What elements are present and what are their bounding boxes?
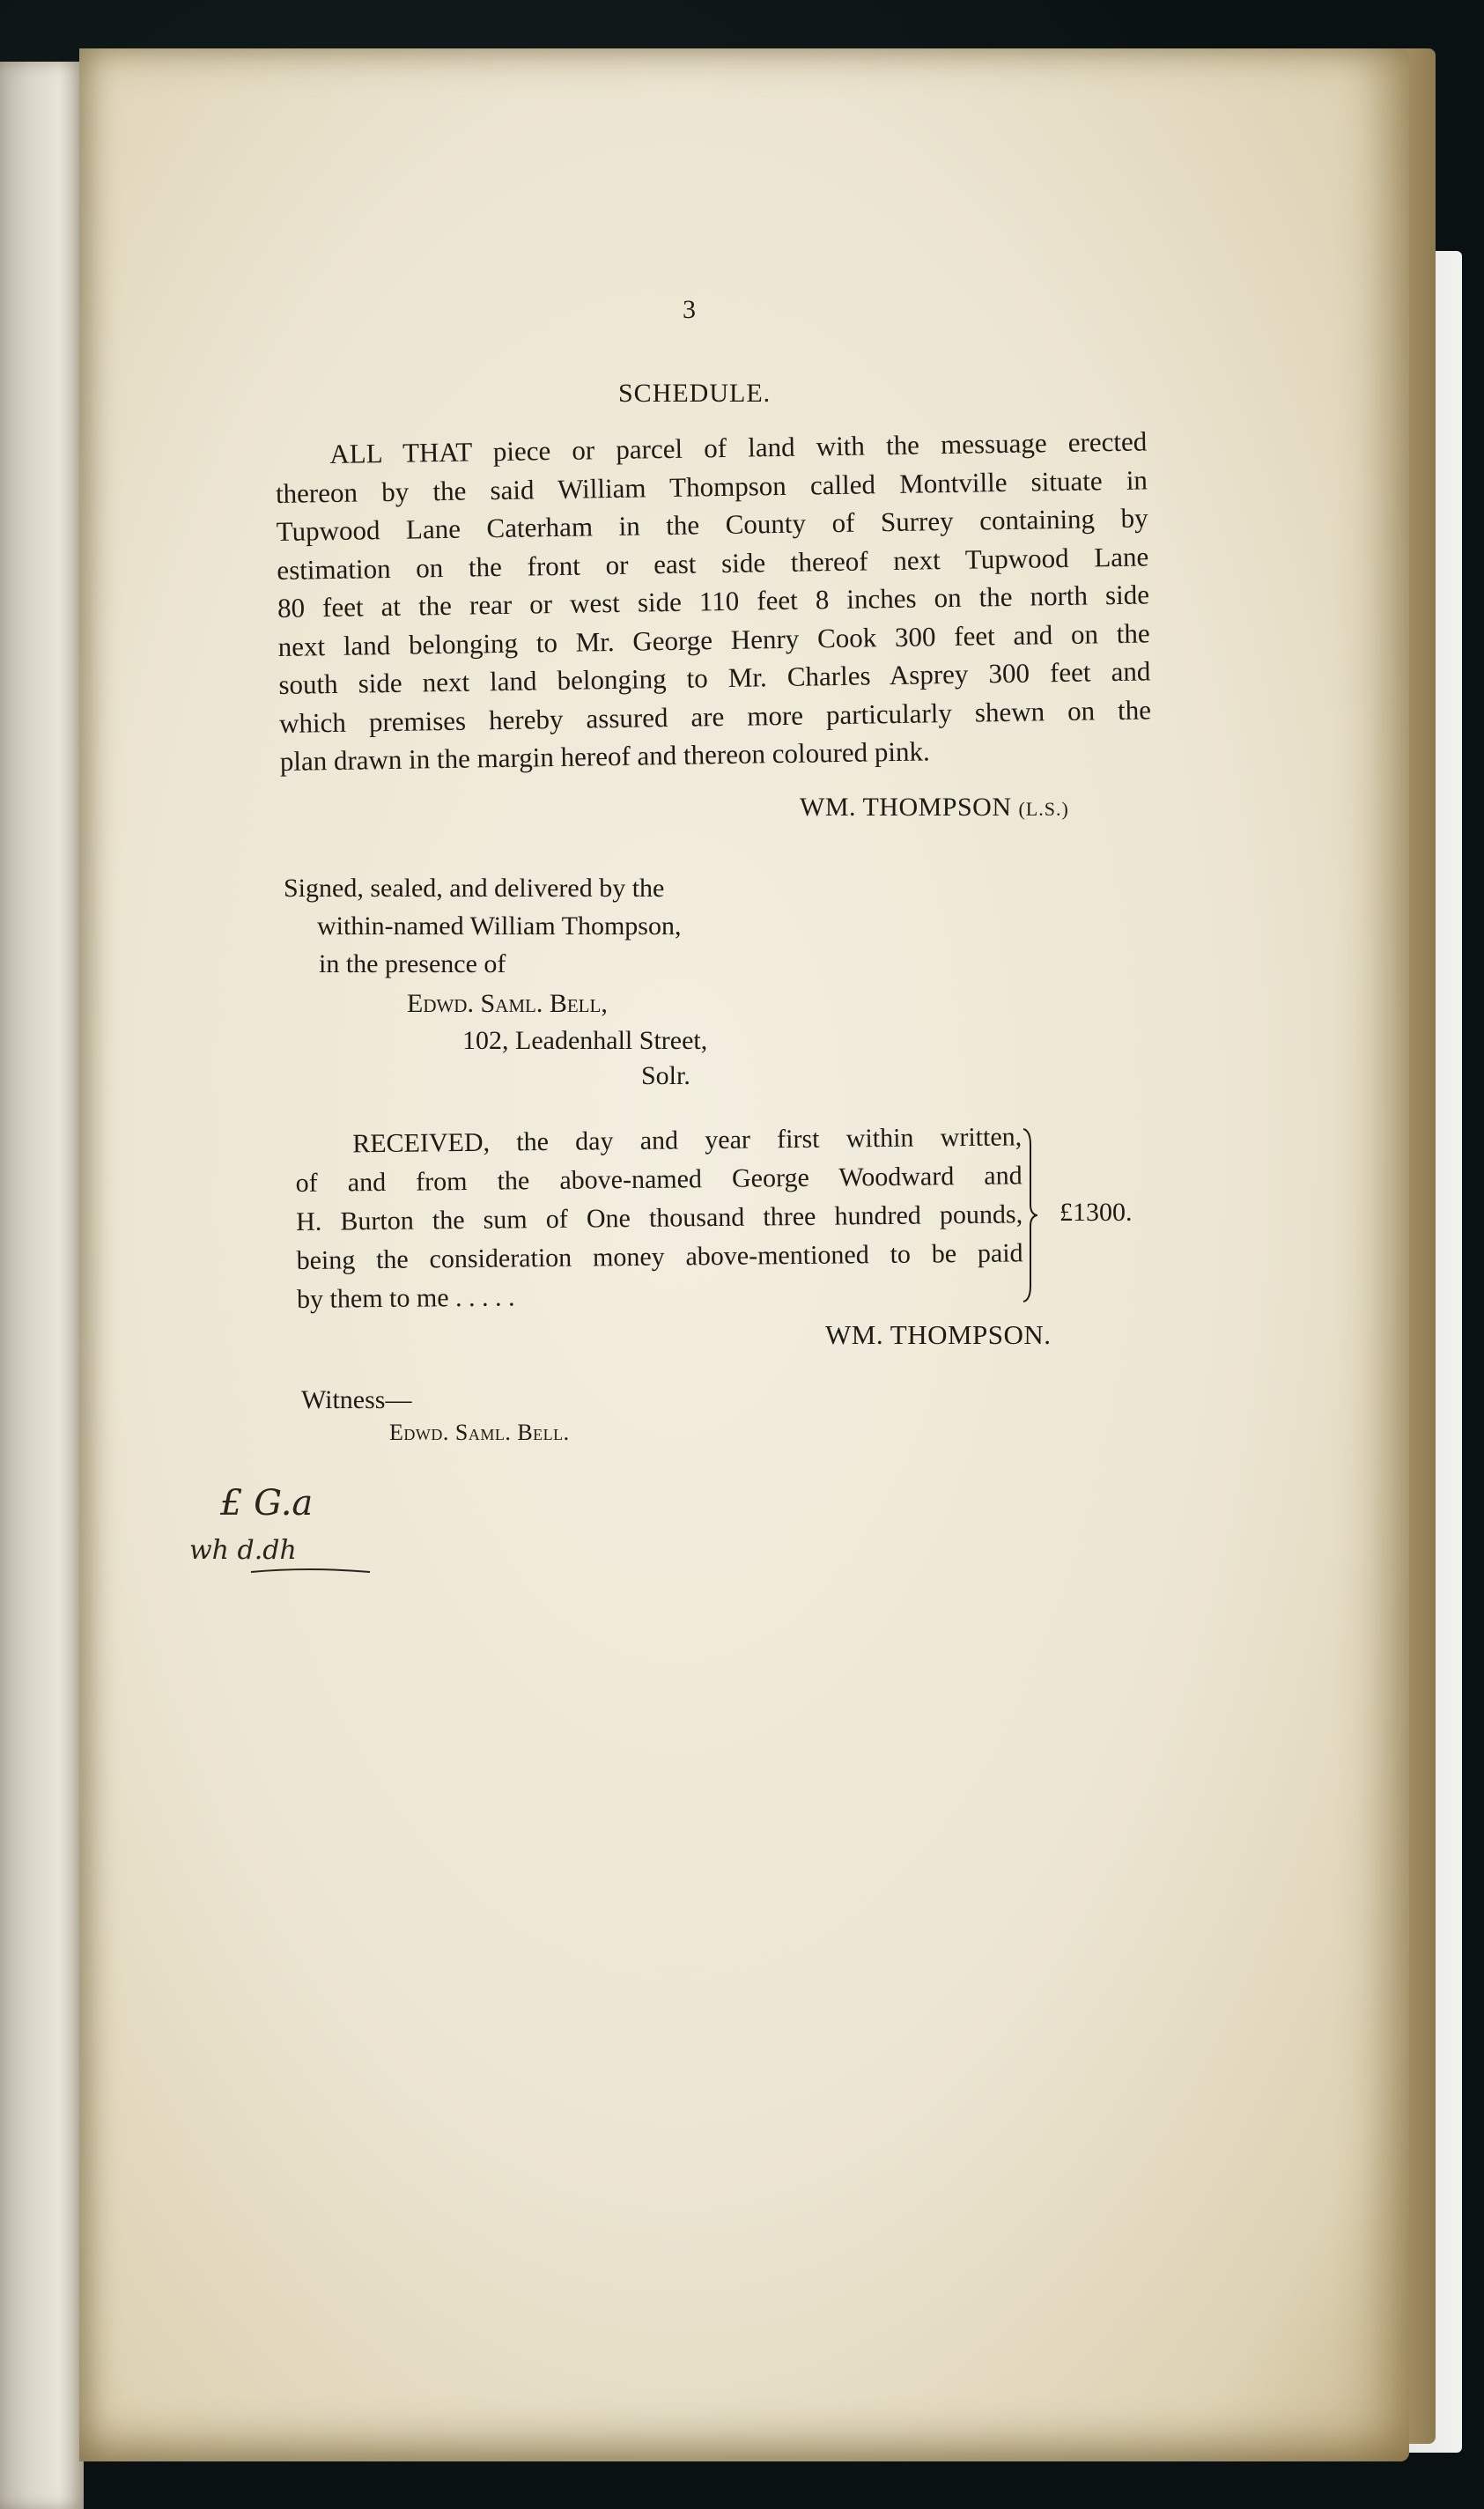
schedule-line: which premises hereby assured are more particularly shewn on the — [278, 693, 1152, 739]
handwritten-underline — [251, 1569, 370, 1572]
signature-name: WM. THOMPSON — [800, 793, 1012, 822]
receipt-line: by them to me . . . . . — [296, 1282, 515, 1314]
receipt-amount: £1300. — [1059, 1198, 1133, 1227]
attestation-line-2: within-named William Thompson, — [317, 911, 682, 941]
handwritten-line-1: £ G.a — [220, 1483, 314, 1524]
receipt-signature: WM. THOMPSON. — [825, 1319, 1052, 1350]
schedule-line: 80 feet at the rear or west side 110 feet 8 inches on the north side — [277, 579, 1150, 624]
schedule-line: thereon by the said William Thompson called Montville situate in — [275, 463, 1148, 509]
attestation-line-3: in the presence of — [319, 949, 506, 978]
schedule-line: plan drawn in the margin hereof and thereon coloured pink. — [279, 735, 931, 777]
page-number: 3 — [683, 295, 696, 324]
left-facing-page — [0, 62, 84, 2509]
receipt-line: H. Burton the sum of One thousand three hundred pounds, — [295, 1199, 1023, 1236]
schedule-heading: SCHEDULE. — [618, 379, 772, 408]
schedule-line: Tupwood Lane Caterham in the County of Surrey containing by — [276, 502, 1148, 547]
handwritten-annotation — [185, 1466, 388, 1590]
witness-name: Edwd. Saml. Bell. — [389, 1420, 570, 1445]
right-brace-icon — [1022, 1127, 1037, 1303]
schedule-line: next land belonging to Mr. George Henry Cook 300 feet and on the — [277, 616, 1150, 662]
schedule-signature — [800, 793, 1069, 823]
attestation-line-1: Signed, sealed, and delivered by the — [284, 874, 665, 903]
attestation-witness-name: Edwd. Saml. Bell, — [407, 989, 608, 1018]
schedule-line: ALL THAT piece or parcel of land with the messuage erected — [329, 425, 1148, 470]
signature-seal: (L.S.) — [1018, 798, 1069, 820]
receipt-line: of and from the above-named George Woodward and — [295, 1161, 1023, 1198]
receipt-paragraph — [295, 1118, 1023, 1319]
attestation-witness-title: Solr. — [641, 1061, 690, 1090]
witness-label: Witness— — [301, 1385, 412, 1414]
schedule-line: estimation on the front or east side thereof next Tupwood Lane — [277, 540, 1149, 586]
attestation-witness-address: 102, Leadenhall Street, — [462, 1026, 708, 1055]
schedule-paragraph — [275, 422, 1152, 780]
receipt-line: being the consideration money above-mentioned to be paid — [296, 1238, 1023, 1275]
receipt-line: RECEIVED, the day and year first within written, — [352, 1122, 1023, 1159]
schedule-line: south side next land belonging to Mr. Charles Asprey 300 feet and — [278, 655, 1151, 700]
handwritten-line-2: wh d.dh — [189, 1535, 297, 1566]
